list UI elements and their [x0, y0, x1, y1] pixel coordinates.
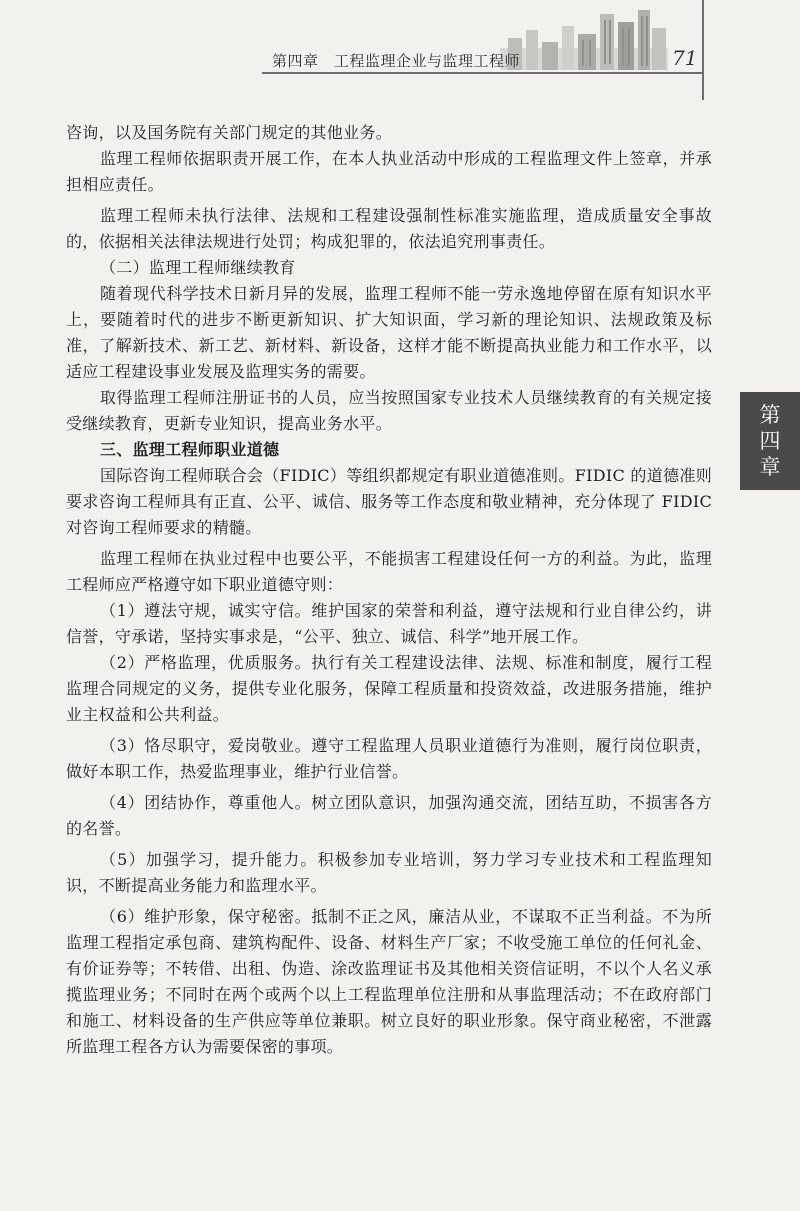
paragraph: 随着现代科学技术日新月异的发展，监理工程师不能一劳永逸地停留在原有知识水平上，要随着时代的进步不断更新知识、扩大知识面，学习新的理论知识、法规政策及标准，了解新技术、新工艺、新材料、新设备，这样才能不断提高执业能力和工作水平，以适应工程建设事业发展及监理实务的需要。: [66, 284, 712, 381]
section-heading: 三、监理工程师职业道德: [100, 440, 280, 459]
paragraph: 取得监理工程师注册证书的人员，应当按照国家专业技术人员继续教育的有关规定接受继续教育，更新专业知识，提高业务水平。: [66, 388, 712, 433]
tab-char: 四: [759, 429, 781, 453]
paragraph: 监理工程师在执业过程中也要公平，不能损害工程建设任何一方的利益。为此，监理工程师应严格遵守如下职业道德守则：: [66, 549, 712, 594]
list-item: （1）遵法守规，诚实守信。维护国家的荣誉和利益，遵守法规和行业自律公约，讲信誉，守承诺，坚持实事求是，“公平、独立、诚信、科学”地开展工作。: [66, 601, 712, 646]
paragraph: 监理工程师依据职责开展工作，在本人执业活动中形成的工程监理文件上签章，并承担相应责任。: [66, 149, 712, 194]
list-item: （2）严格监理，优质服务。执行有关工程建设法律、法规、标准和制度，履行工程监理合同规定的义务，提供专业化服务，保障工程质量和投资效益，改进服务措施，维护业主权益和公共利益。: [66, 653, 712, 724]
list-item: （4）团结协作，尊重他人。树立团队意识，加强沟通交流，团结互助，不损害各方的名誉。: [66, 793, 712, 838]
chapter-side-tab: [740, 392, 800, 490]
section-subheading: （二）监理工程师继续教育: [100, 258, 296, 277]
list-item: （3）恪尽职守，爱岗敬业。遵守工程监理人员职业道德行为准则，履行岗位职责，做好本职工作，热爱监理事业，维护行业信誉。: [66, 736, 712, 781]
tab-char: 第: [759, 403, 781, 427]
paragraph: 国际咨询工程师联合会（FIDIC）等组织都规定有职业道德准则。FIDIC 的道德准则要求咨询工程师具有正直、公平、诚信、服务等工作态度和敬业精神，充分体现了 FIDIC 对咨询工程师要求的精髓。: [66, 466, 712, 537]
page-number: 71: [672, 46, 698, 70]
chapter-title: 第四章 工程监理企业与监理工程师: [272, 52, 521, 70]
header-rule: [262, 72, 702, 74]
body-text: [66, 120, 712, 1060]
header-vertical-rule: [702, 0, 704, 100]
list-item: （6）维护形象，保守秘密。抵制不正之风，廉洁从业，不谋取不正当利益。不为所监理工程指定承包商、建筑构配件、设备、材料生产厂家；不收受施工单位的任何礼金、有价证券等；不转借、出租、伪造、涂改监理证书及其他相关资信证明，不以个人名义承揽监理业务；不同时在两个或两个以上工程监理单位注册和从事监理活动；不在政府部门和施工、材料设备的生产供应等单位兼职。树立良好的职业形象。保守商业秘密，不泄露所监理工程各方认为需要保密的事项。: [66, 907, 712, 1056]
page-header: [0, 0, 800, 80]
paragraph: 咨询，以及国务院有关部门规定的其他业务。: [66, 123, 393, 142]
paragraph: 监理工程师未执行法律、法规和工程建设强制性标准实施监理，造成质量安全事故的，依据相关法律法规进行处罚；构成犯罪的，依法追究刑事责任。: [66, 206, 712, 251]
tab-char: 章: [759, 455, 781, 479]
city-skyline-illustration: [500, 8, 668, 70]
list-item: （5）加强学习，提升能力。积极参加专业培训，努力学习专业技术和工程监理知识，不断提高业务能力和监理水平。: [66, 850, 712, 895]
